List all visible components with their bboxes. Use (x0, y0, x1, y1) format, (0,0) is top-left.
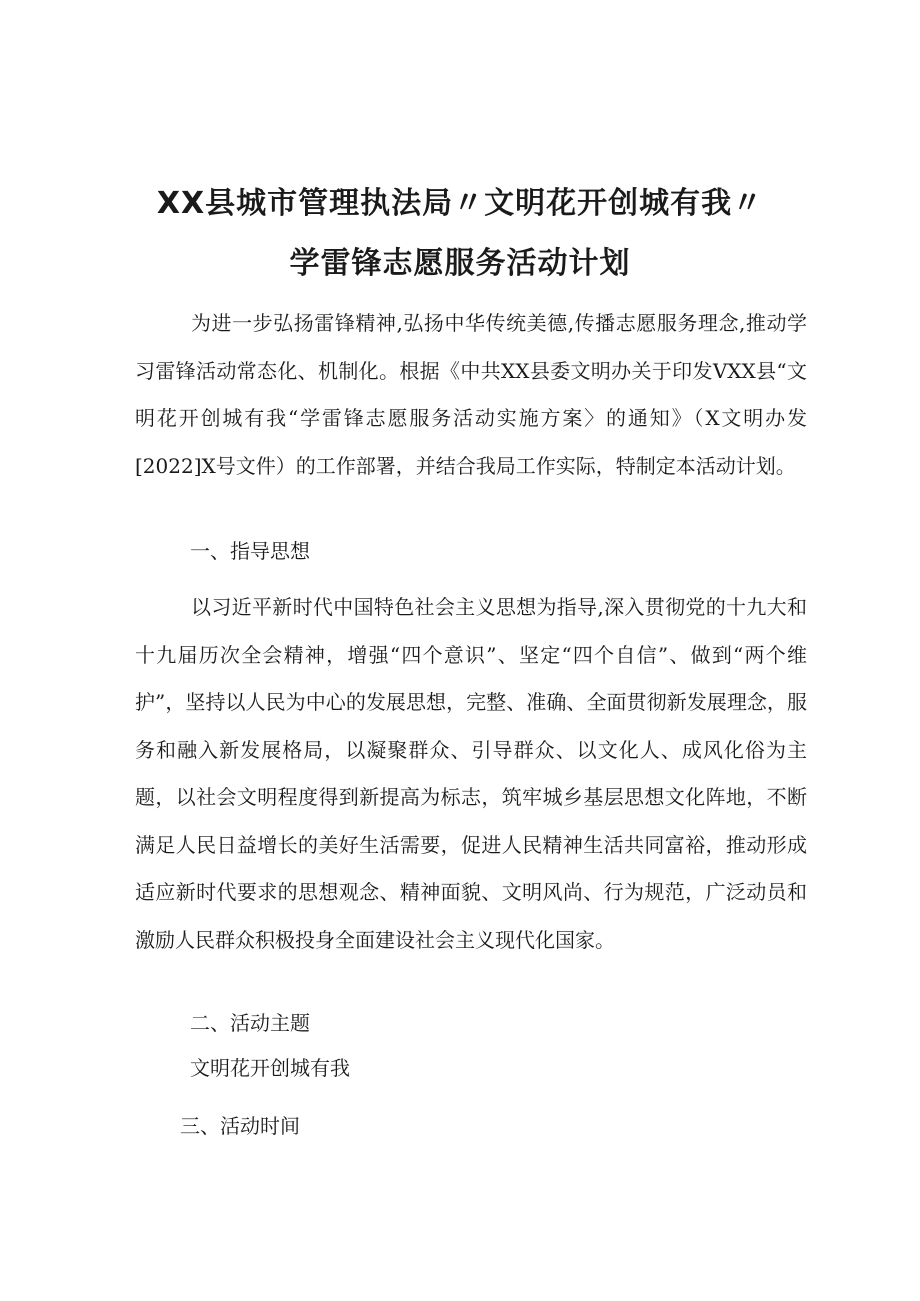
document-title-line-1: XX县城市管理执法局〃文明花开创城有我〃 (156, 186, 764, 221)
section-heading-guiding-ideology: 一、指导思想 (190, 539, 310, 563)
section-heading-activity-time: 三、活动时间 (180, 1114, 300, 1138)
document-title-line-2: 学雷锋志愿服务活动计划 (289, 246, 631, 281)
intro-paragraph: 为进一步弘扬雷锋精神,弘扬中华传统美德,传播志愿服务理念,推动学习雷锋活动常态化、机制化。根据《中共XX县委文明办关于印发VXX县“文明花开创城有我“学雷锋志愿服务活动实施方案〉的通知》（X文明办发[2022]X号文件）的工作部署，并结合我局工作实际，特制定本活动计划。 (135, 311, 807, 478)
section-heading-activity-theme: 二、活动主题 (190, 1011, 310, 1035)
activity-theme-text: 文明花开创城有我 (190, 1056, 350, 1080)
guiding-ideology-paragraph: 以习近平新时代中国特色社会主义思想为指导,深入贯彻党的十九大和十九届历次全会精神，增强“四个意识”、坚定“四个自信”、做到“两个维护”，坚持以人民为中心的发展思想，完整、准确、全面贯彻新发展理念，服务和融入新发展格局，以凝聚群众、引导群众、以文化人、成风化俗为主题，以社会文明程度得到新提高为标志，筑牢城乡基层思想文化阵地，不断满足人民日益增长的美好生活需要，促进人民精神生活共同富裕，推动形成适应新时代要求的思想观念、精神面貌、文明风尚、行为规范，广泛动员和激励人民群众积极投身全面建设社会主义现代化国家。 (135, 595, 807, 952)
